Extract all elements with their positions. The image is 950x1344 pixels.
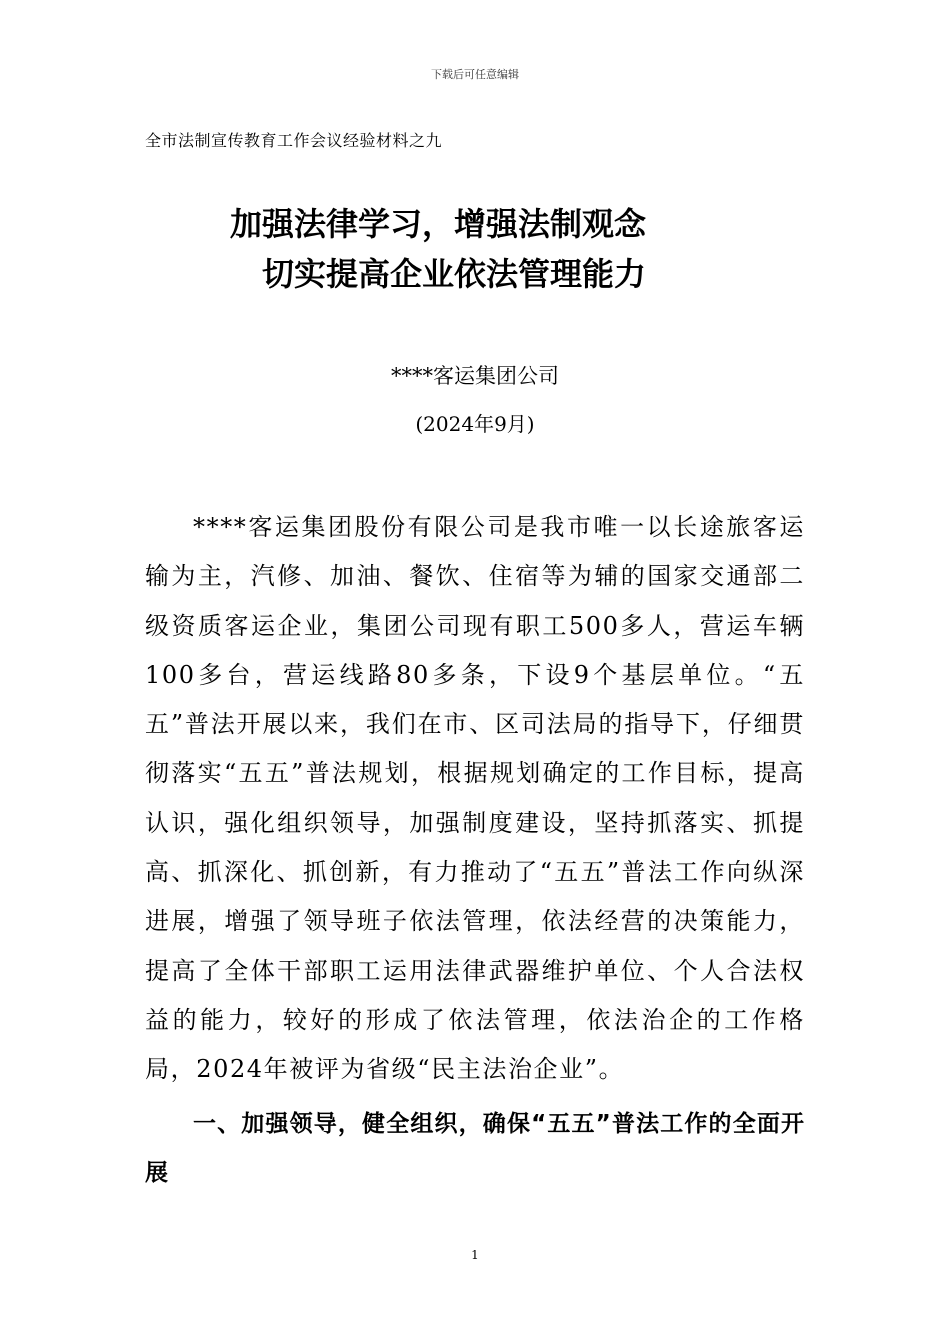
document-title-line-1: 加强法律学习，增强法制观念	[230, 205, 647, 243]
author-organization: ****客运集团公司	[391, 364, 559, 388]
body-paragraph-intro: ****客运集团股份有限公司是我市唯一以长途旅客运输为主，汽修、加油、餐饮、住宿等为辅的国家交通部二级资质客运企业，集团公司现有职工500多人，营运车辆100多台，营运线路80多条，下设9个基层单位。“五五”普法开展以来，我们在市、区司法局的指导下，仔细贯彻落实“五五”普法规划，根据规划确定的工作目标，提高认识，强化组织领导，加强制度建设，坚持抓落实、抓提高、抓深化、抓创新，有力推动了“五五”普法工作向纵深进展，增强了领导班子依法管理，依法经营的决策能力，提高了全体干部职工运用法律武器维护单位、个人合法权益的能力，较好的形成了依法管理，依法治企的工作格局，2024年被评为省级“民主法治企业”。	[145, 513, 805, 1084]
series-line: 全市法制宣传教育工作会议经验材料之九	[145, 131, 443, 150]
document-date: (2024年9月)	[415, 412, 535, 436]
section-heading-1: 一、加强领导，健全组织，确保“五五”普法工作的全面开展	[145, 1111, 805, 1186]
document-title-line-2: 切实提高企业依法管理能力	[262, 255, 647, 293]
header-note: 下载后可任意编辑	[431, 68, 519, 81]
page-number: 1	[471, 1248, 479, 1262]
